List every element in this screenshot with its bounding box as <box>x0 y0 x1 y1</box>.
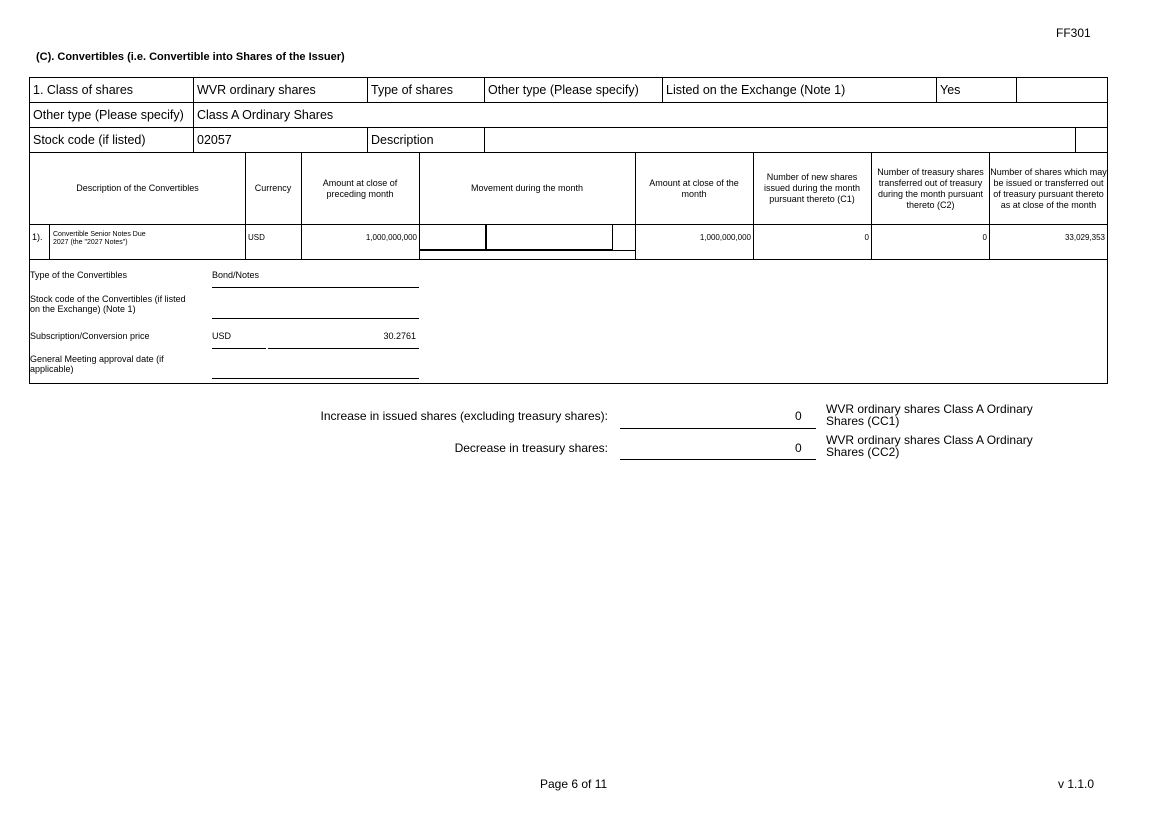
decrease-value: 0 <box>795 441 802 455</box>
gm-approval-date-label: General Meeting approval date (if applicable) <box>30 354 164 374</box>
col-amount-preceding: Amount at close of preceding month <box>322 177 398 199</box>
type-of-shares-label: Type of shares <box>367 78 484 103</box>
row-treasury-shares: 0 <box>982 233 987 242</box>
listed-value: Yes <box>936 78 1016 103</box>
increase-label: Increase in issued shares (excluding treasury shares): <box>320 409 608 423</box>
page-number: Page 6 of 11 <box>540 777 608 791</box>
conversion-price-currency: USD <box>212 331 232 341</box>
row-amount-close: 1,000,000,000 <box>699 233 751 242</box>
convertibles-stock-code-label: Stock code of the Convertibles (if listed on the Exchange) (Note 1) <box>30 294 186 314</box>
row-currency: USD <box>248 233 265 242</box>
increase-value: 0 <box>795 409 802 423</box>
stock-code-value: 02057 <box>193 128 367 153</box>
header-row-stock-code <box>29 127 1108 153</box>
col-description: Description of the Convertibles <box>76 183 199 193</box>
convertibles-table <box>29 152 1108 384</box>
row-may-be-issued: 33,029,353 <box>1064 233 1105 242</box>
row-index: 1). <box>32 232 43 242</box>
conversion-price-label: Subscription/Conversion price <box>30 331 150 341</box>
other-type-value: Class A Ordinary Shares <box>193 103 1107 128</box>
form-code: FF301 <box>1056 26 1091 40</box>
row-amount-preceding: 1,000,000,000 <box>365 233 417 242</box>
conversion-price-value: 30.2761 <box>383 331 416 341</box>
listed-label: Listed on the Exchange (Note 1) <box>662 78 936 103</box>
row-new-shares: 0 <box>864 233 869 242</box>
type-of-convertibles-label: Type of the Convertibles <box>30 270 128 280</box>
other-type-label: Other type (Please specify) <box>33 108 184 122</box>
header-row-other-type <box>29 102 1108 128</box>
header-row-class <box>29 77 1108 103</box>
listed-blank <box>1016 78 1107 103</box>
col-new-shares: Number of new shares issued during the month pursuant thereto (C1) <box>763 172 861 204</box>
col-treasury-shares: Number of treasury shares transferred out of treasury during the month pursuant thereto (C2) <box>877 166 984 210</box>
section-title: (C). Convertibles (i.e. Convertible into Shares of the Issuer) <box>36 51 345 63</box>
decrease-label: Decrease in treasury shares: <box>454 441 608 455</box>
increase-unit: WVR ordinary shares Class A Ordinary Shares (CC1) <box>826 402 1033 428</box>
description-blank <box>1075 128 1107 153</box>
description-label: Description <box>367 128 484 153</box>
class-of-shares-label: 1. Class of shares <box>33 83 134 97</box>
col-currency: Currency <box>254 183 292 193</box>
stock-code-label: Stock code (if listed) <box>33 133 146 147</box>
col-movement: Movement during the month <box>470 183 584 193</box>
row-description: Convertible Senior Notes Due 2027 (the "2027 Notes") <box>53 231 146 246</box>
type-of-shares-value: Other type (Please specify) <box>484 78 662 103</box>
version: v 1.1.0 <box>1058 777 1095 791</box>
movement-box-2 <box>485 224 613 250</box>
decrease-unit: WVR ordinary shares Class A Ordinary Shares (CC2) <box>826 433 1033 459</box>
class-of-shares-value: WVR ordinary shares <box>193 78 367 103</box>
movement-box-1 <box>419 224 487 250</box>
type-of-convertibles-value: Bond/Notes <box>212 270 260 280</box>
description-value <box>484 128 1075 153</box>
col-may-be-issued: Number of shares which may be issued or transferred out of treasury pursuant thereto as at close of the month <box>990 166 1107 210</box>
col-amount-close: Amount at close of the month <box>649 177 739 199</box>
